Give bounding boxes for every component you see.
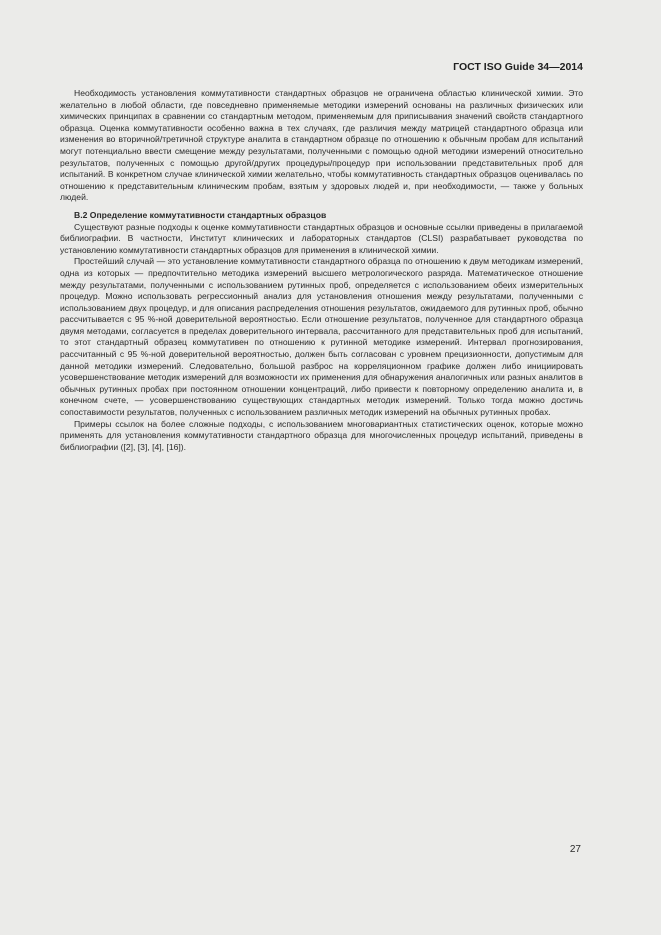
section-heading-b2: В.2 Определение коммутативности стандартных образцов: [74, 209, 327, 220]
paragraph-complex-approaches: Примеры ссылок на более сложные подходы, с использованием многовариантных статистических оценок, которые можно применять для установления коммутативности стандартного образца для многочисленных процедур испытаний, приведены в библиографии ([2], [3], [4], [16]).: [60, 418, 583, 452]
paragraph-commutability-scope: Необходимость установления коммутативности стандартных образцов не ограничена областью клинической химии. Это желательно в любой области, где повседневно применяемые методики измерений основаны на различных физических или химических принципах в сравнении со стандартным методом, применяемым для приписывания значений свойств стандартного образца. Оценка коммутативности особенно важна в тех случаях, где различия между матрицей стандартного образца или изменения во вторичной/третичной структуре аналита в стандартном образце по отношению к обычным пробам для испытаний могут потенциально ввести смещение между результатами, полученными с помощью одной методики измерений относительно результатов, полученных с помощью другой/других процедуры/процедур при использовании представительных проб для испытаний. В конкретном случае клинической химии желательно, чтобы коммутативность стандартных образцов оценивалась по отношению к представительным клиническим пробам, взятым у здоровых людей и, при необходимости, — также у больных людей.: [60, 88, 583, 203]
document-header: ГОСТ ISO Guide 34—2014: [453, 61, 583, 73]
paragraph-simplest-case: Простейший случай — это установление коммутативности стандартного образца по отношению к двум методикам измерений, одна из которых — предпочтительно методика измерений высшего метрологического разряда. Математическое отношение между результатами, полученными с использованием рутинных проб, определяется с использованием обеих измерительных процедур. Можно использовать регрессионный анализ для установления отношения между результатами, полученными с использованием двух процедур, и для описания распределения отношения результатов, ожидаемого для рутинных проб, обычно рассчитывается с 95 %-ной доверительной вероятностью. Если отношение результатов, полученное для стандартного образца двумя методами, согласуется в пределах доверительного интервала, рассчитанного для представительных проб для испытаний, то этот стандартный образец коммутативен по отношению к рутинной методике измерений. Интервал прогнозирования, рассчитанный с 95 %-ной доверительной вероятностью, должен быть согласован с уровнем прецизионности, допустимым для данной методики измерений. Следовательно, большой разброс на корреляционном графике должен либо инициировать усовершенствование методик измерений для возможности их применения для обнаружения аналогичных или разных аналитов в обычных рутинных пробах при постоянном отношении концентраций, либо привести к повторному определению аналита и, в конечном счете, — усовершенствованию существующих стандартных методик измерений. Только тогда можно достичь сопоставимости результатов, полученных с использованием различных методик измерений на обычных рутинных пробах.: [60, 256, 583, 418]
page-number: 27: [569, 844, 581, 855]
paragraph-approaches: Существуют разные подходы к оценке коммутативности стандартных образцов и основные ссылки приведены в прилагаемой библиографии. В частности, Институт клинических и лабораторных стандартов (CLSI) разрабатывает руководства по установлению коммутативности стандартных образцов для применения в клинической химии.: [60, 221, 583, 255]
document-body: [60, 88, 583, 453]
